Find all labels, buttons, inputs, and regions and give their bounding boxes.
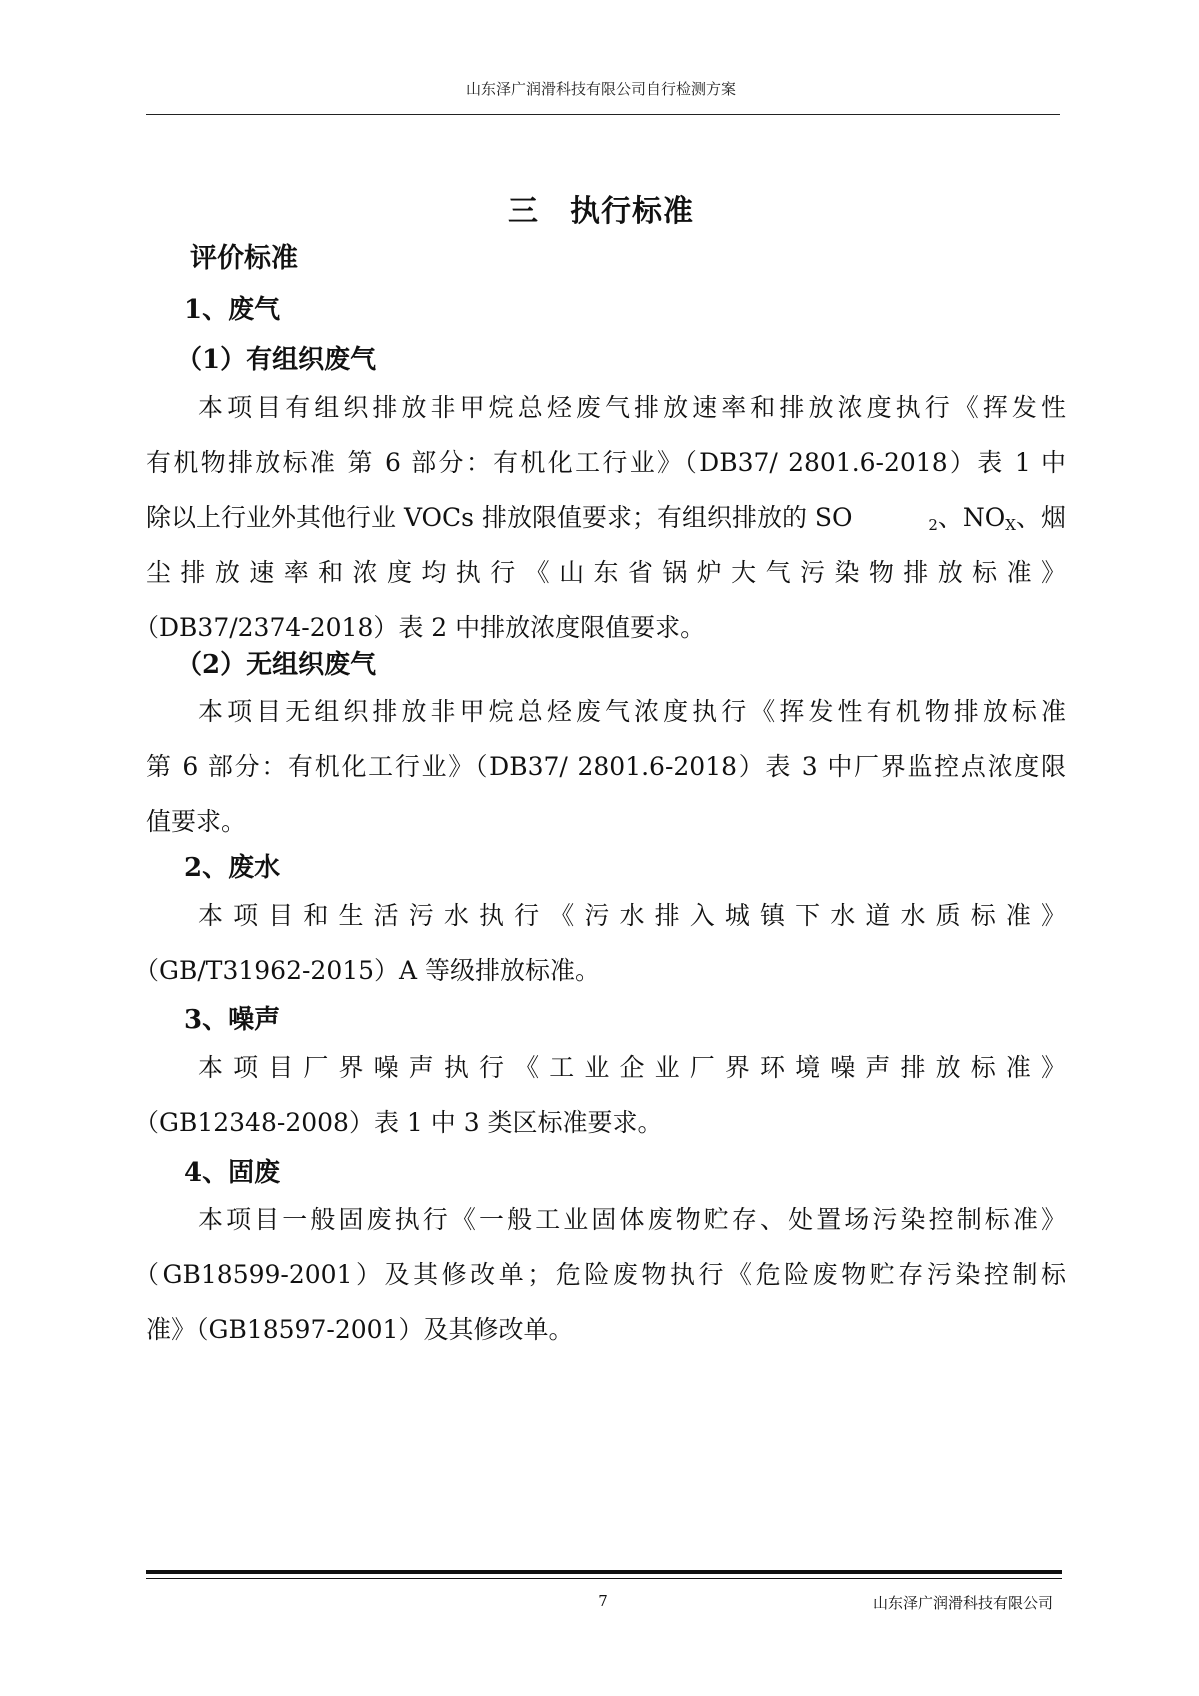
page-header: 山东泽广润滑科技有限公司自行检测方案 bbox=[465, 80, 736, 98]
paragraph-line: 尘排放速率和浓度均执行《山东省锅炉大气污染物排放标准》 bbox=[146, 558, 1066, 587]
organized-gas-heading: （1）有组织废气 bbox=[176, 345, 377, 375]
paragraph-line-text: 除以上行业外其他行业 VOCs 排放限值要求；有组织排放的 SO bbox=[146, 503, 853, 532]
page-number: 7 bbox=[598, 1592, 608, 1610]
paragraph-line: 本项目有组织排放非甲烷总烃废气排放速率和排放浓度执行《挥发性 bbox=[198, 393, 1066, 422]
noise-paragraph bbox=[134, 1040, 1066, 1150]
paragraph-line: 第 6 部分：有机化工行业》（DB37/ 2801.6-2018）表 3 中厂界监控点浓度限 bbox=[146, 752, 1066, 781]
solid-waste-heading: 4、固废 bbox=[184, 1158, 281, 1188]
paragraph-line: 本项目厂界噪声执行《工业企业厂界环境噪声排放标准》 bbox=[198, 1053, 1066, 1082]
waste-water-heading: 2、废水 bbox=[184, 853, 281, 883]
paragraph-line: 有机物排放标准 第 6 部分：有机化工行业》（DB37/ 2801.6-2018）表 1 中 bbox=[146, 448, 1066, 477]
paragraph-line-text: 、NO bbox=[937, 503, 1006, 532]
paragraph-line: 准》（GB18597-2001）及其修改单。 bbox=[146, 1315, 574, 1344]
noise-heading: 3、噪声 bbox=[184, 1005, 281, 1035]
subscript: 2 bbox=[928, 516, 938, 534]
solid-waste-paragraph bbox=[134, 1192, 1066, 1357]
footer-divider-thin bbox=[146, 1578, 1062, 1579]
paragraph-line: （DB37/2374-2018）表 2 中排放浓度限值要求。 bbox=[134, 613, 706, 642]
paragraph-line-tail bbox=[928, 490, 1066, 545]
paragraph-line: 本项目无组织排放非甲烷总烃废气浓度执行《挥发性有机物排放标准 bbox=[198, 697, 1066, 726]
paragraph-line: 值要求。 bbox=[146, 807, 247, 836]
unorganized-gas-paragraph bbox=[146, 684, 1066, 849]
waste-gas-heading: 1、废气 bbox=[184, 295, 281, 325]
paragraph-line: （GB18599-2001）及其修改单；危险废物执行《危险废物贮存污染控制标 bbox=[134, 1260, 1066, 1289]
section-heading: 评价标准 bbox=[190, 243, 298, 274]
paragraph-line-text: 、烟 bbox=[1015, 503, 1066, 532]
organized-gas-paragraph bbox=[134, 380, 1066, 655]
subscript: X bbox=[1005, 516, 1016, 534]
paragraph-line bbox=[146, 490, 1066, 545]
paragraph-line: 本项目一般固废执行《一般工业固体废物贮存、处置场污染控制标准》 bbox=[198, 1205, 1066, 1234]
footer-divider-thick bbox=[146, 1570, 1062, 1574]
waste-water-paragraph bbox=[134, 888, 1066, 998]
paragraph-line: （GB12348-2008）表 1 中 3 类区标准要求。 bbox=[134, 1108, 663, 1137]
header-divider bbox=[146, 114, 1060, 115]
paragraph-line: 本项目和生活污水执行《污水排入城镇下水道水质标准》 bbox=[198, 901, 1066, 930]
paragraph-line: （GB/T31962-2015）A 等级排放标准。 bbox=[134, 956, 601, 985]
footer-company: 山东泽广润滑科技有限公司 bbox=[872, 1594, 1053, 1612]
unorganized-gas-heading: （2）无组织废气 bbox=[176, 650, 377, 680]
page-title: 三 执行标准 bbox=[508, 194, 694, 229]
